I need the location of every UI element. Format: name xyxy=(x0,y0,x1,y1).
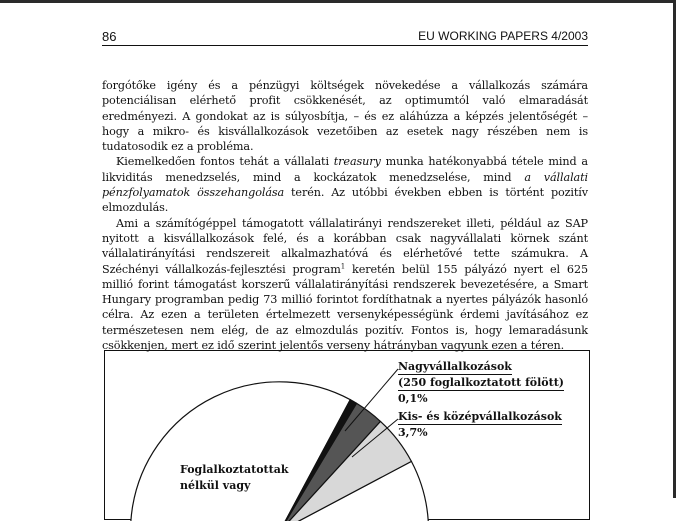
label-large-line2: (250 foglalkoztatott fölött) xyxy=(398,376,565,389)
label-sme-line1: Kis- és középvállalkozások xyxy=(398,410,562,423)
page-number: 86 xyxy=(102,29,117,44)
pie-chart-figure xyxy=(104,350,590,520)
paragraph-3-text-b: keretén belül 155 pályázó nyert el 625 millió forint támogatást korszerű vállalatirányítási rendszerek bevezetésére, a Smart Hungary programban pedig 73 millió forintot fordíthatnak a nyertes pályázók hasonló célra. Az ezen a területen értelmezett versenyképességünk érdemi javításához ez természetesen nem elég, de az elmozdulás pozitív. Fontos is, hogy lemaradásunk csökkenjen, mert ez idő szerint jelentős verseny hátrányban vagyunk ezen a téren. xyxy=(102,262,588,353)
label-no-employees xyxy=(180,462,288,494)
paragraph-2-text-c: munka hatékonyabbá tétele mind a likviditás menedzselés, mind a kockázatok menedzselése, mind xyxy=(102,155,588,184)
label-sme xyxy=(398,409,562,441)
label-sme-value: 3,7% xyxy=(398,426,428,439)
running-title: EU WORKING PAPERS 4/2003 xyxy=(418,29,588,43)
label-none-line1: Foglalkoztatottak xyxy=(180,463,289,476)
body-text xyxy=(102,78,588,353)
paragraph-2-italic-treasury: treasury xyxy=(333,155,381,169)
footnote-marker: 1 xyxy=(340,261,346,270)
paragraph-2-italic-phrase: a vállalati pénzfolyamatok összehangolása xyxy=(102,170,588,200)
paragraph-3-text-a: Ami a számítógéppel támogatott vállalatirányi rendszereket illeti, például az SAP nyitott a kisvállalkozások felé, és a korábban csak nagyvállalati körnek szánt vállalatirányítási rendszereit alkalmazhatóvá és elérhetővé tette számukra. A Széchényi vállalkozás-fejlesztési program xyxy=(102,216,588,276)
paragraph-3 xyxy=(102,216,588,354)
label-large-line1: Nagyvállalkozások xyxy=(398,360,512,373)
label-large-enterprises xyxy=(398,359,564,407)
label-none-line2: nélkül vagy xyxy=(180,479,251,492)
page-top-border xyxy=(0,0,676,3)
paragraph-1: forgótőke igény és a pénzügyi költségek növekedése a vállalkozás számára potenciálisan elérhető profit csökkenését, az optimumtól való elmaradását eredményezi. A gondokat az is súlyosbítja, – és ez aláhúzza a képzés jelentőségét – hogy a mikro- és kisvállalkozások vezetőiben az esetek nagy részében nem is tudatosodik ez a probléma. xyxy=(102,79,588,154)
paragraph-2-text-a: Kiemelkedően fontos tehát a vállalati xyxy=(116,155,334,169)
header-rule xyxy=(102,45,588,46)
label-large-value: 0,1% xyxy=(398,392,428,405)
paragraph-2 xyxy=(102,154,588,215)
paragraph-2-text-e: terén. Az utóbbi években ebben is történt pozitív elmozdulás. xyxy=(102,186,589,215)
